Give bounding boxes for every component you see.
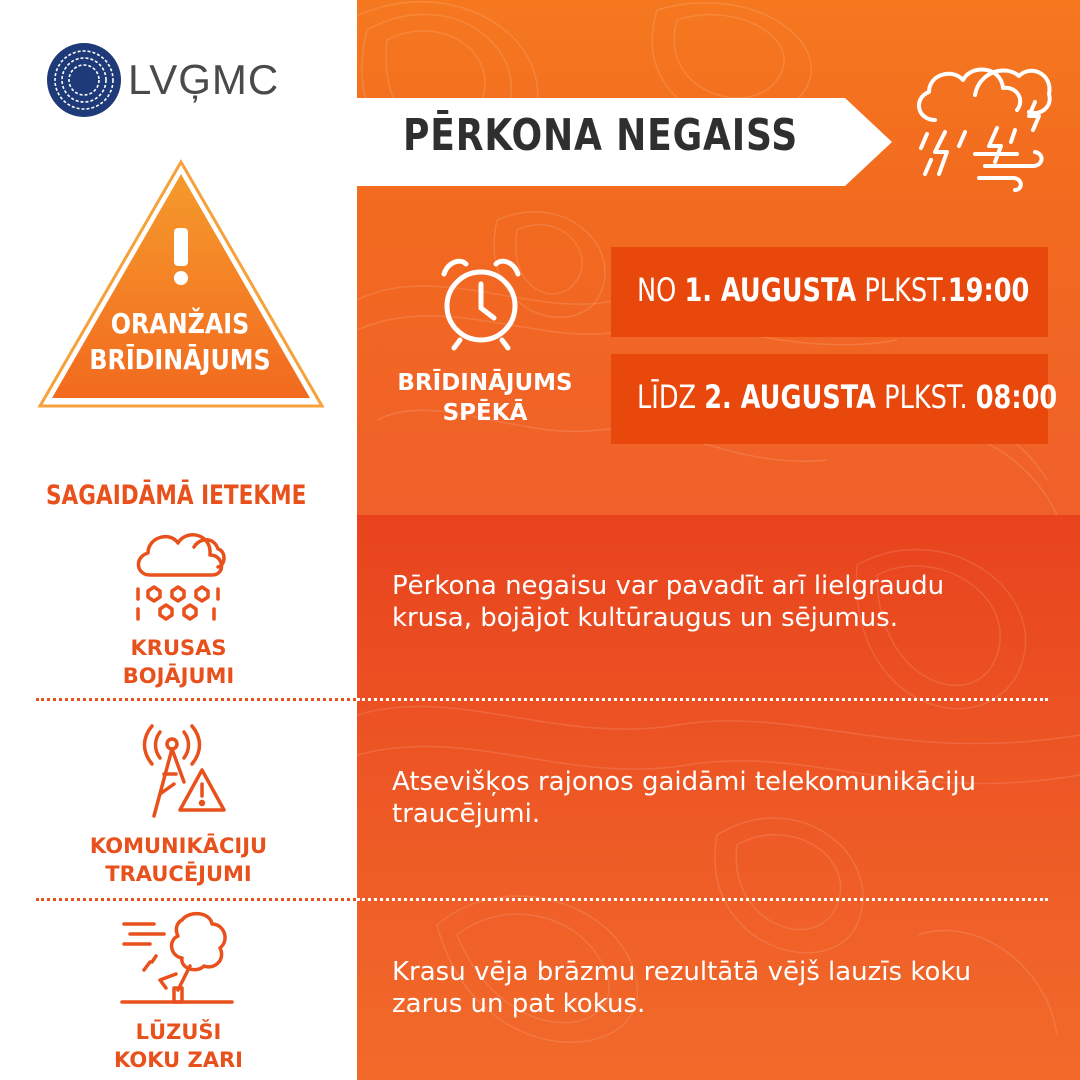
divider-2-left [36, 898, 356, 901]
impact-comm-label [0, 832, 357, 888]
alarm-clock-icon [436, 252, 526, 352]
valid-to-text [637, 378, 1057, 416]
valid-from-time: 19:00 [947, 271, 1030, 309]
divider-1-left [36, 698, 356, 701]
radio-tower-warning-icon [140, 722, 230, 822]
valid-to-date: 2. AUGUSTA [704, 378, 876, 416]
valid-from-prefix: NO [637, 271, 677, 309]
impact-trees-text: Krasu vēja brāzmu rezultātā vējš lauzīs koku zarus un pat kokus. [392, 957, 972, 1019]
valid-to-mid: PLKST. [884, 378, 968, 416]
impact-hail-text: Pērkona negaisu var pavadīt arī lielgraudu krusa, bojājot kultūraugus un sējumus. [392, 571, 945, 633]
validity-label [380, 368, 590, 428]
impact-trees-label-line1: LŪZUŠI [135, 1020, 222, 1044]
valid-from-date: 1. AUGUSTA [684, 271, 857, 309]
validity-label-line2: SPĒKĀ [442, 400, 528, 426]
valid-from-mid: PLKST. [864, 271, 948, 309]
valid-to-box [611, 354, 1058, 444]
valid-to-time: 08:00 [975, 378, 1058, 416]
valid-from-text [637, 271, 1029, 309]
impacts-heading: SAGAIDĀMĀ IETEKME [46, 480, 307, 511]
divider-2-right [357, 898, 1048, 901]
thunderstorm-icon [905, 50, 1055, 195]
impact-comm-text: Atsevišķos rajonos gaidāmi telekomunikāciju traucējumi. [392, 767, 977, 829]
validity-label-line1: BRĪDINĀJUMS [397, 370, 573, 396]
hail-icon [128, 525, 228, 625]
valid-to-prefix: LĪDZ [637, 378, 697, 416]
impact-trees-label [0, 1018, 357, 1074]
warning-level-line2: BRĪDINĀJUMS [89, 343, 271, 376]
page-title: PĒRKONA NEGAISS [403, 110, 799, 161]
impact-trees-label-line2: KOKU ZARI [114, 1048, 243, 1072]
divider-1-right [357, 698, 1048, 701]
impact-hail-label-line1: KRUSAS [130, 636, 227, 660]
impact-hail-label-line2: BOJĀJUMI [122, 664, 235, 688]
warning-level-line1: ORANŽAIS [110, 307, 250, 340]
valid-from-box [611, 247, 1048, 337]
impact-comm-label-line1: KOMUNIKĀCIJU [89, 834, 268, 858]
brand-name: LVĢMC [128, 56, 280, 103]
wind-tree-icon [120, 910, 240, 1010]
impact-comm-label-line2: TRAUCĒJUMI [105, 862, 252, 886]
impact-hail-label [0, 634, 357, 690]
